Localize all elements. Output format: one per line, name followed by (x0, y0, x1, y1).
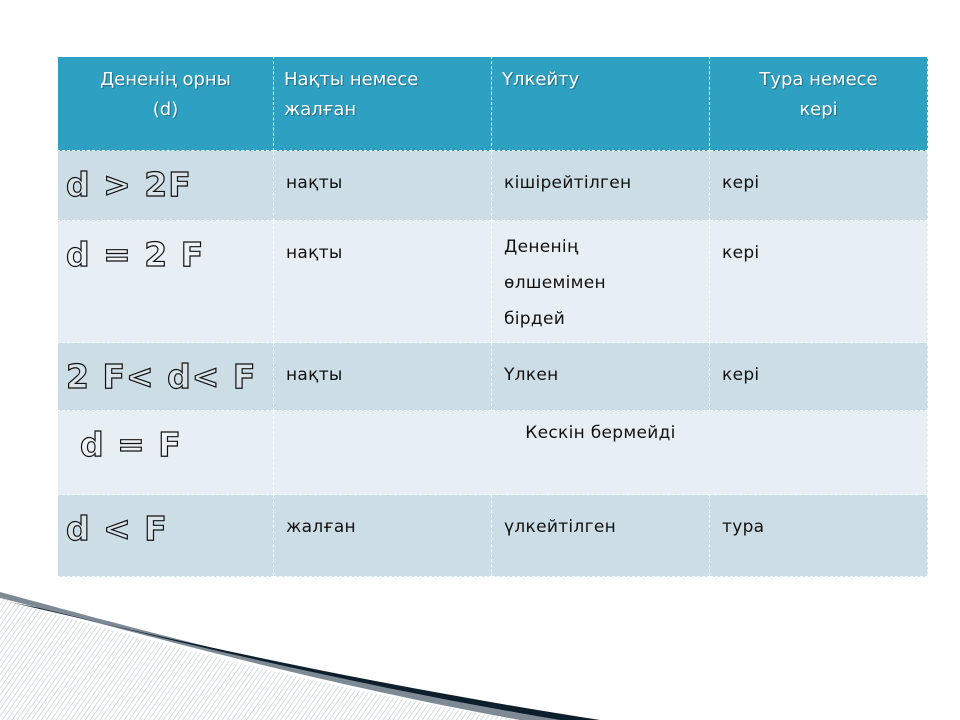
magnification-cell (492, 221, 710, 343)
header-object-position (58, 57, 274, 151)
table-row (58, 495, 928, 577)
decorative-swoosh (0, 590, 960, 720)
position-cell (58, 343, 274, 411)
type-cell (274, 221, 492, 343)
header-line: жалған (284, 99, 357, 120)
orientation-cell (710, 151, 928, 221)
orientation-value: кері (722, 243, 760, 263)
orientation-cell (710, 221, 928, 343)
magnification-line: бірдей (504, 309, 566, 329)
header-line: (d) (152, 99, 179, 120)
orientation-value: кері (722, 173, 760, 193)
no-image-note: Кескін бермейді (525, 423, 676, 443)
position-cell (58, 495, 274, 577)
position-cell (58, 221, 274, 343)
header-upright-or-inverted (710, 57, 928, 151)
table-row (58, 411, 928, 495)
table-row (58, 221, 928, 343)
type-cell (274, 495, 492, 577)
position-formula: 2 F< d< F (66, 357, 257, 396)
type-value: нақты (286, 243, 343, 263)
magnification-line: өлшемімен (504, 273, 606, 293)
header-line: Үлкейту (502, 69, 580, 90)
position-cell (58, 151, 274, 221)
position-formula: d < F (66, 509, 168, 548)
magnification-cell (492, 343, 710, 411)
type-value: нақты (286, 173, 343, 193)
orientation-value: кері (722, 365, 760, 385)
magnification-value: кішірейтілген (504, 173, 632, 193)
type-value: жалған (286, 517, 356, 537)
magnification-line: Дененің (504, 237, 579, 257)
position-formula: d > 2F (66, 165, 192, 204)
magnification-value: Үлкен (504, 365, 559, 385)
merged-note-cell (274, 411, 928, 495)
type-cell (274, 151, 492, 221)
table-row (58, 343, 928, 411)
position-formula: d = F (80, 425, 182, 464)
position-formula: d = 2 F (66, 235, 205, 274)
magnification-cell (492, 151, 710, 221)
header-line: кері (799, 99, 838, 120)
table-row (58, 151, 928, 221)
orientation-value: тура (722, 517, 765, 537)
magnification-cell (492, 495, 710, 577)
orientation-cell (710, 343, 928, 411)
type-value: нақты (286, 365, 343, 385)
type-cell (274, 343, 492, 411)
header-line: Нақты немесе (284, 69, 419, 90)
orientation-cell (710, 495, 928, 577)
header-line: Дененің орны (100, 69, 231, 90)
header-real-or-virtual (274, 57, 492, 151)
position-cell (58, 411, 274, 495)
lens-image-table (57, 56, 928, 577)
header-row (58, 57, 928, 151)
header-magnification (492, 57, 710, 151)
header-line: Тура немесе (759, 69, 878, 90)
magnification-value: үлкейтілген (504, 517, 616, 537)
